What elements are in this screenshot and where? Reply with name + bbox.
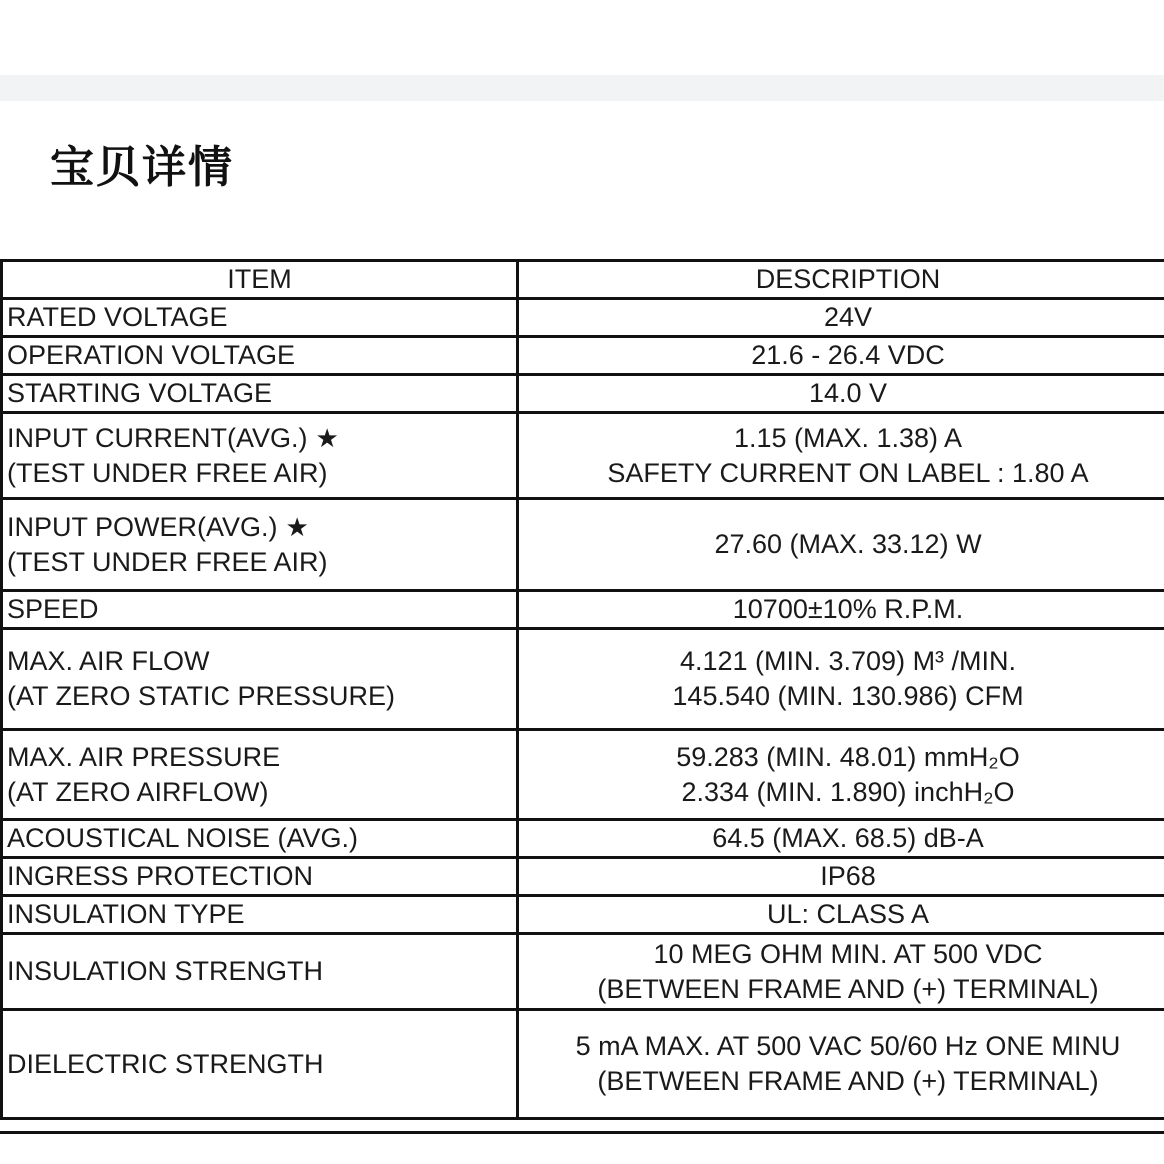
description-cell <box>518 337 1164 375</box>
description-cell <box>518 858 1164 896</box>
item-text <box>7 421 512 456</box>
description-text: 24V <box>823 302 873 332</box>
table-row <box>2 375 1164 413</box>
item-cell <box>2 629 518 730</box>
item-text <box>7 456 512 491</box>
item-cell <box>2 499 518 591</box>
description-text: 64.5 (MAX. 68.5) dB-A <box>712 823 984 853</box>
item-label: INGRESS PROTECTION <box>7 861 314 891</box>
description-text: IP68 <box>820 861 876 891</box>
item-label: OPERATION VOLTAGE <box>7 340 296 370</box>
table-row <box>2 820 1164 858</box>
item-cell <box>2 896 518 934</box>
description-cell <box>518 375 1164 413</box>
table-row <box>2 858 1164 896</box>
item-label: STARTING VOLTAGE <box>7 378 273 408</box>
item-text <box>7 859 512 894</box>
item-label: SPEED <box>7 594 99 624</box>
description-text: 5 mA MAX. AT 500 VAC 50/60 Hz ONE MINU <box>575 1031 1121 1061</box>
item-cell <box>2 591 518 629</box>
section-title: 宝贝详情 <box>50 142 234 193</box>
description-cell <box>518 1010 1164 1119</box>
table-header-row <box>2 261 1164 299</box>
table-row <box>2 1010 1164 1119</box>
item-label: (TEST UNDER FREE AIR) <box>7 546 328 577</box>
description-text: SAFETY CURRENT ON LABEL : 1.80 A <box>607 457 1089 488</box>
table-row <box>2 629 1164 730</box>
table-bottom-rule <box>0 1131 1164 1134</box>
description-text: 145.540 (MIN. 130.986) CFM <box>672 681 1024 711</box>
item-cell <box>2 413 518 499</box>
item-text <box>7 338 512 373</box>
item-label: MAX. AIR PRESSURE <box>7 741 281 772</box>
description-text: 27.60 (MAX. 33.12) W <box>714 529 982 559</box>
star-icon: ★ <box>285 511 309 542</box>
item-text <box>7 897 512 932</box>
header-description: DESCRIPTION <box>518 261 1164 299</box>
item-text <box>7 775 512 810</box>
star-icon: ★ <box>315 422 339 453</box>
description-cell <box>518 934 1164 1010</box>
description-text: UL: CLASS A <box>766 899 930 929</box>
item-label: RATED VOLTAGE <box>7 302 228 332</box>
table-row <box>2 413 1164 499</box>
description-text: (BETWEEN FRAME AND (+) TERMINAL) <box>597 1066 1099 1096</box>
description-text: 1.15 (MAX. 1.38) A <box>733 422 963 453</box>
header-item: ITEM <box>2 261 518 299</box>
item-text <box>7 679 512 714</box>
item-cell <box>2 375 518 413</box>
description-cell <box>518 299 1164 337</box>
description-text: 2.334 (MIN. 1.890) inchH₂O <box>681 776 1015 807</box>
item-cell <box>2 934 518 1010</box>
item-text <box>7 300 512 335</box>
item-label: (AT ZERO STATIC PRESSURE) <box>7 681 396 711</box>
item-text <box>7 376 512 411</box>
description-cell <box>518 820 1164 858</box>
item-cell <box>2 820 518 858</box>
table-row <box>2 499 1164 591</box>
description-text: 21.6 - 26.4 VDC <box>751 340 945 370</box>
item-label: (AT ZERO AIRFLOW) <box>7 776 269 807</box>
item-text <box>7 510 512 545</box>
spec-table-body <box>2 299 1164 1119</box>
item-text <box>7 821 512 856</box>
spec-table <box>0 259 1164 1120</box>
item-text <box>7 644 512 679</box>
description-text: 10700±10% R.P.M. <box>732 594 964 624</box>
item-label: ACOUSTICAL NOISE (AVG.) <box>7 823 359 853</box>
top-blank-area <box>0 0 1164 75</box>
table-row <box>2 591 1164 629</box>
item-text <box>7 545 512 580</box>
section-divider <box>0 75 1164 101</box>
item-cell <box>2 730 518 820</box>
description-text: (BETWEEN FRAME AND (+) TERMINAL) <box>597 973 1099 1004</box>
item-cell <box>2 1010 518 1119</box>
description-text: 4.121 (MIN. 3.709) M³ /MIN. <box>679 646 1017 676</box>
description-cell <box>518 896 1164 934</box>
description-text: 10 MEG OHM MIN. AT 500 VDC <box>653 938 1043 969</box>
item-text <box>7 1047 512 1082</box>
item-label: MAX. AIR FLOW <box>7 646 210 676</box>
item-label: INPUT POWER(AVG.) <box>7 511 278 542</box>
description-text: 14.0 V <box>808 378 888 408</box>
item-label: INSULATION STRENGTH <box>7 956 324 986</box>
item-cell <box>2 337 518 375</box>
item-text <box>7 954 512 989</box>
description-cell <box>518 413 1164 499</box>
description-cell <box>518 629 1164 730</box>
description-text: 59.283 (MIN. 48.01) mmH₂O <box>676 741 1020 772</box>
item-text <box>7 740 512 775</box>
table-row <box>2 337 1164 375</box>
description-cell <box>518 499 1164 591</box>
item-cell <box>2 299 518 337</box>
item-label: INSULATION TYPE <box>7 899 245 929</box>
table-row <box>2 934 1164 1010</box>
table-row <box>2 896 1164 934</box>
item-label: (TEST UNDER FREE AIR) <box>7 457 328 488</box>
description-cell <box>518 591 1164 629</box>
item-label: INPUT CURRENT(AVG.) <box>7 422 308 453</box>
item-label: DIELECTRIC STRENGTH <box>7 1048 324 1079</box>
item-text <box>7 592 512 627</box>
table-row <box>2 730 1164 820</box>
description-cell <box>518 730 1164 820</box>
table-row <box>2 299 1164 337</box>
item-cell <box>2 858 518 896</box>
